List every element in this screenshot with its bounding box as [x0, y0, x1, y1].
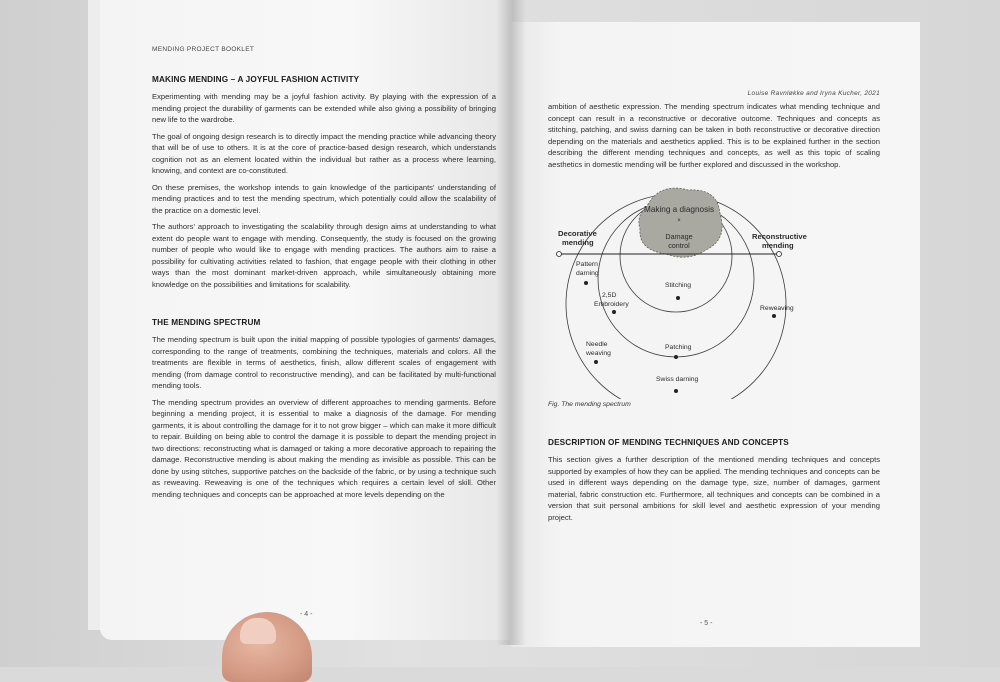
point-needle-weaving	[594, 360, 598, 364]
paragraph: ambition of aesthetic expression. The mending spectrum indicates what mending technique and concept can result in a reconstructive or decorative outcome. Techniques and concepts as stitching, patching, and swiss darning can be taken in both reconstructive or decorative direction depending on the materials and aesthetics applied. This is to be explained further in the section describing the different mending techniques and concepts, as well as this topic of scaling aesthetics in domestic mending will be further explored and discussed in the workshop.	[548, 102, 880, 169]
label-stitching: Stitching	[665, 282, 692, 289]
label-reweaving: Reweaving	[760, 305, 794, 312]
label-pattern-darning: darning	[576, 270, 599, 277]
point-patching	[674, 355, 678, 359]
paragraph: The goal of ongoing design research is to directly impact the mending practice while advancing theory that will be of use to others. It is at the core of practice-based design research, which understands cognition not as an element located within the individual but rather as a process where learning, knowing, and context are co-constituted.	[152, 131, 496, 175]
paragraph: On these premises, the workshop intends to gain knowledge of the participants' understanding of mending practices and to test the mending spectrum, which potentially could allow the scalability of the practice on a domestic level.	[152, 182, 496, 215]
section-heading-mending-spectrum: THE MENDING SPECTRUM	[152, 318, 261, 327]
label-needle-weaving: Needle	[586, 341, 608, 348]
label-needle-weaving: weaving	[586, 350, 611, 357]
label-patching: Patching	[665, 344, 692, 351]
running-head-right: Louise Ravnløkke and Iryna Kucher, 2021	[747, 90, 880, 97]
label-damage-control: Damage	[665, 232, 693, 241]
section-heading-techniques: DESCRIPTION OF MENDING TECHNIQUES AND CONCEPTS	[548, 438, 789, 447]
label-decorative-mending: Decorative	[558, 229, 597, 238]
figure-caption: Fig. The mending spectrum	[548, 401, 631, 408]
paragraph: This section gives a further description of the mentioned mending techniques and concepts supported by examples of how they can be applied. The mending techniques and concepts can be used in different ways depending on the damage type, size, number of damages, garment material, fabric construction etc. Furthermore, all techniques and concepts can be combined in a version that suit personal ambitions for skill level and aesthetic expression of your mending project.	[548, 455, 880, 522]
point-reweaving	[772, 314, 776, 318]
paragraph: The mending spectrum is built upon the initial mapping of possible typologies of garments' damages, corresponding to the range of treatments, combining the techniques, materials and colors. All the treatments are flexible in terms of aesthetics, finish, allow different scales of engagement with mending (from damage control to reconstructive mending), and can be facilitated by multi-functional mending tools.	[152, 335, 496, 390]
point-embroidery	[612, 310, 616, 314]
mending-spectrum-figure	[548, 184, 848, 399]
label-damage-control: control	[668, 241, 690, 250]
left-page	[100, 0, 512, 640]
label-reconstructive-mending: Reconstructive	[752, 232, 807, 241]
point-pattern-darning	[584, 281, 588, 285]
label-pattern-darning: Pattern	[576, 261, 598, 268]
label-reconstructive-mending: mending	[762, 241, 794, 250]
running-head-left: MENDING PROJECT BOOKLET	[152, 46, 255, 53]
section-heading-making-mending: MAKING MENDING – A JOYFUL FASHION ACTIVITY	[152, 75, 360, 84]
mending-spectrum-diagram	[548, 184, 848, 399]
label-swiss-darning: Swiss darning	[656, 376, 699, 383]
thumb	[240, 618, 276, 644]
right-page	[510, 22, 920, 647]
paragraph: Experimenting with mending may be a joyful fashion activity. By playing with the expression of a mending project the durability of garments can be extended while also giving a possibility of bringing new life to the wardrobe.	[152, 92, 496, 124]
label-embroidery: 2,5D	[602, 292, 617, 299]
page-number-left: - 4 -	[300, 611, 313, 618]
label-making-diagnosis: Making a diagnosis	[644, 205, 715, 214]
axis-end-right	[777, 252, 782, 257]
book-gutter-shadow	[496, 0, 526, 645]
label-decorative-mending: mending	[562, 238, 594, 247]
cross-mark-icon: ×	[677, 218, 681, 224]
axis-end-left	[557, 252, 562, 257]
label-embroidery: Embroidery	[594, 301, 629, 308]
point-stitching	[676, 296, 680, 300]
point-swiss-darning	[674, 389, 678, 393]
page-number-right: - 5 -	[700, 620, 713, 627]
paragraph: The mending spectrum provides an overview of different approaches to mending garments. Before beginning a mending project, it is essential to make a diagnosis of the damage. For mending garments, it is about controlling the damage for it to not grow bigger – which can make it more difficult to repair. Building on being able to control the damage it is possible to depart the mending project in two directions: reconstructing what is damaged or taking a more decorative approach to repairing the damage. Reconstructive mending is about making the mending as invisible as possible. This can be done by using stitches, supportive patches on the backside of the fabric, or by using a technique such as reweaving. Reweaving is one of the techniques which requires a certain level of skill. Other mending techniques and concepts can be approached at more levels depending on the	[152, 397, 496, 499]
paragraph: The authors' approach to investigating the scalability through design aims at understanding to what extent do people want to engage with mending. Consequently, the study is focused on the growing number of people who would like to engage with mending practices. The authors aim to raise a possibility for cultivating activities related to fashion, that engage people with their clothing in other ways than the most dominant market-driven approach, while simultaneously obtaining more knowledge on the possibilities and limitations for scalability.	[152, 222, 496, 289]
